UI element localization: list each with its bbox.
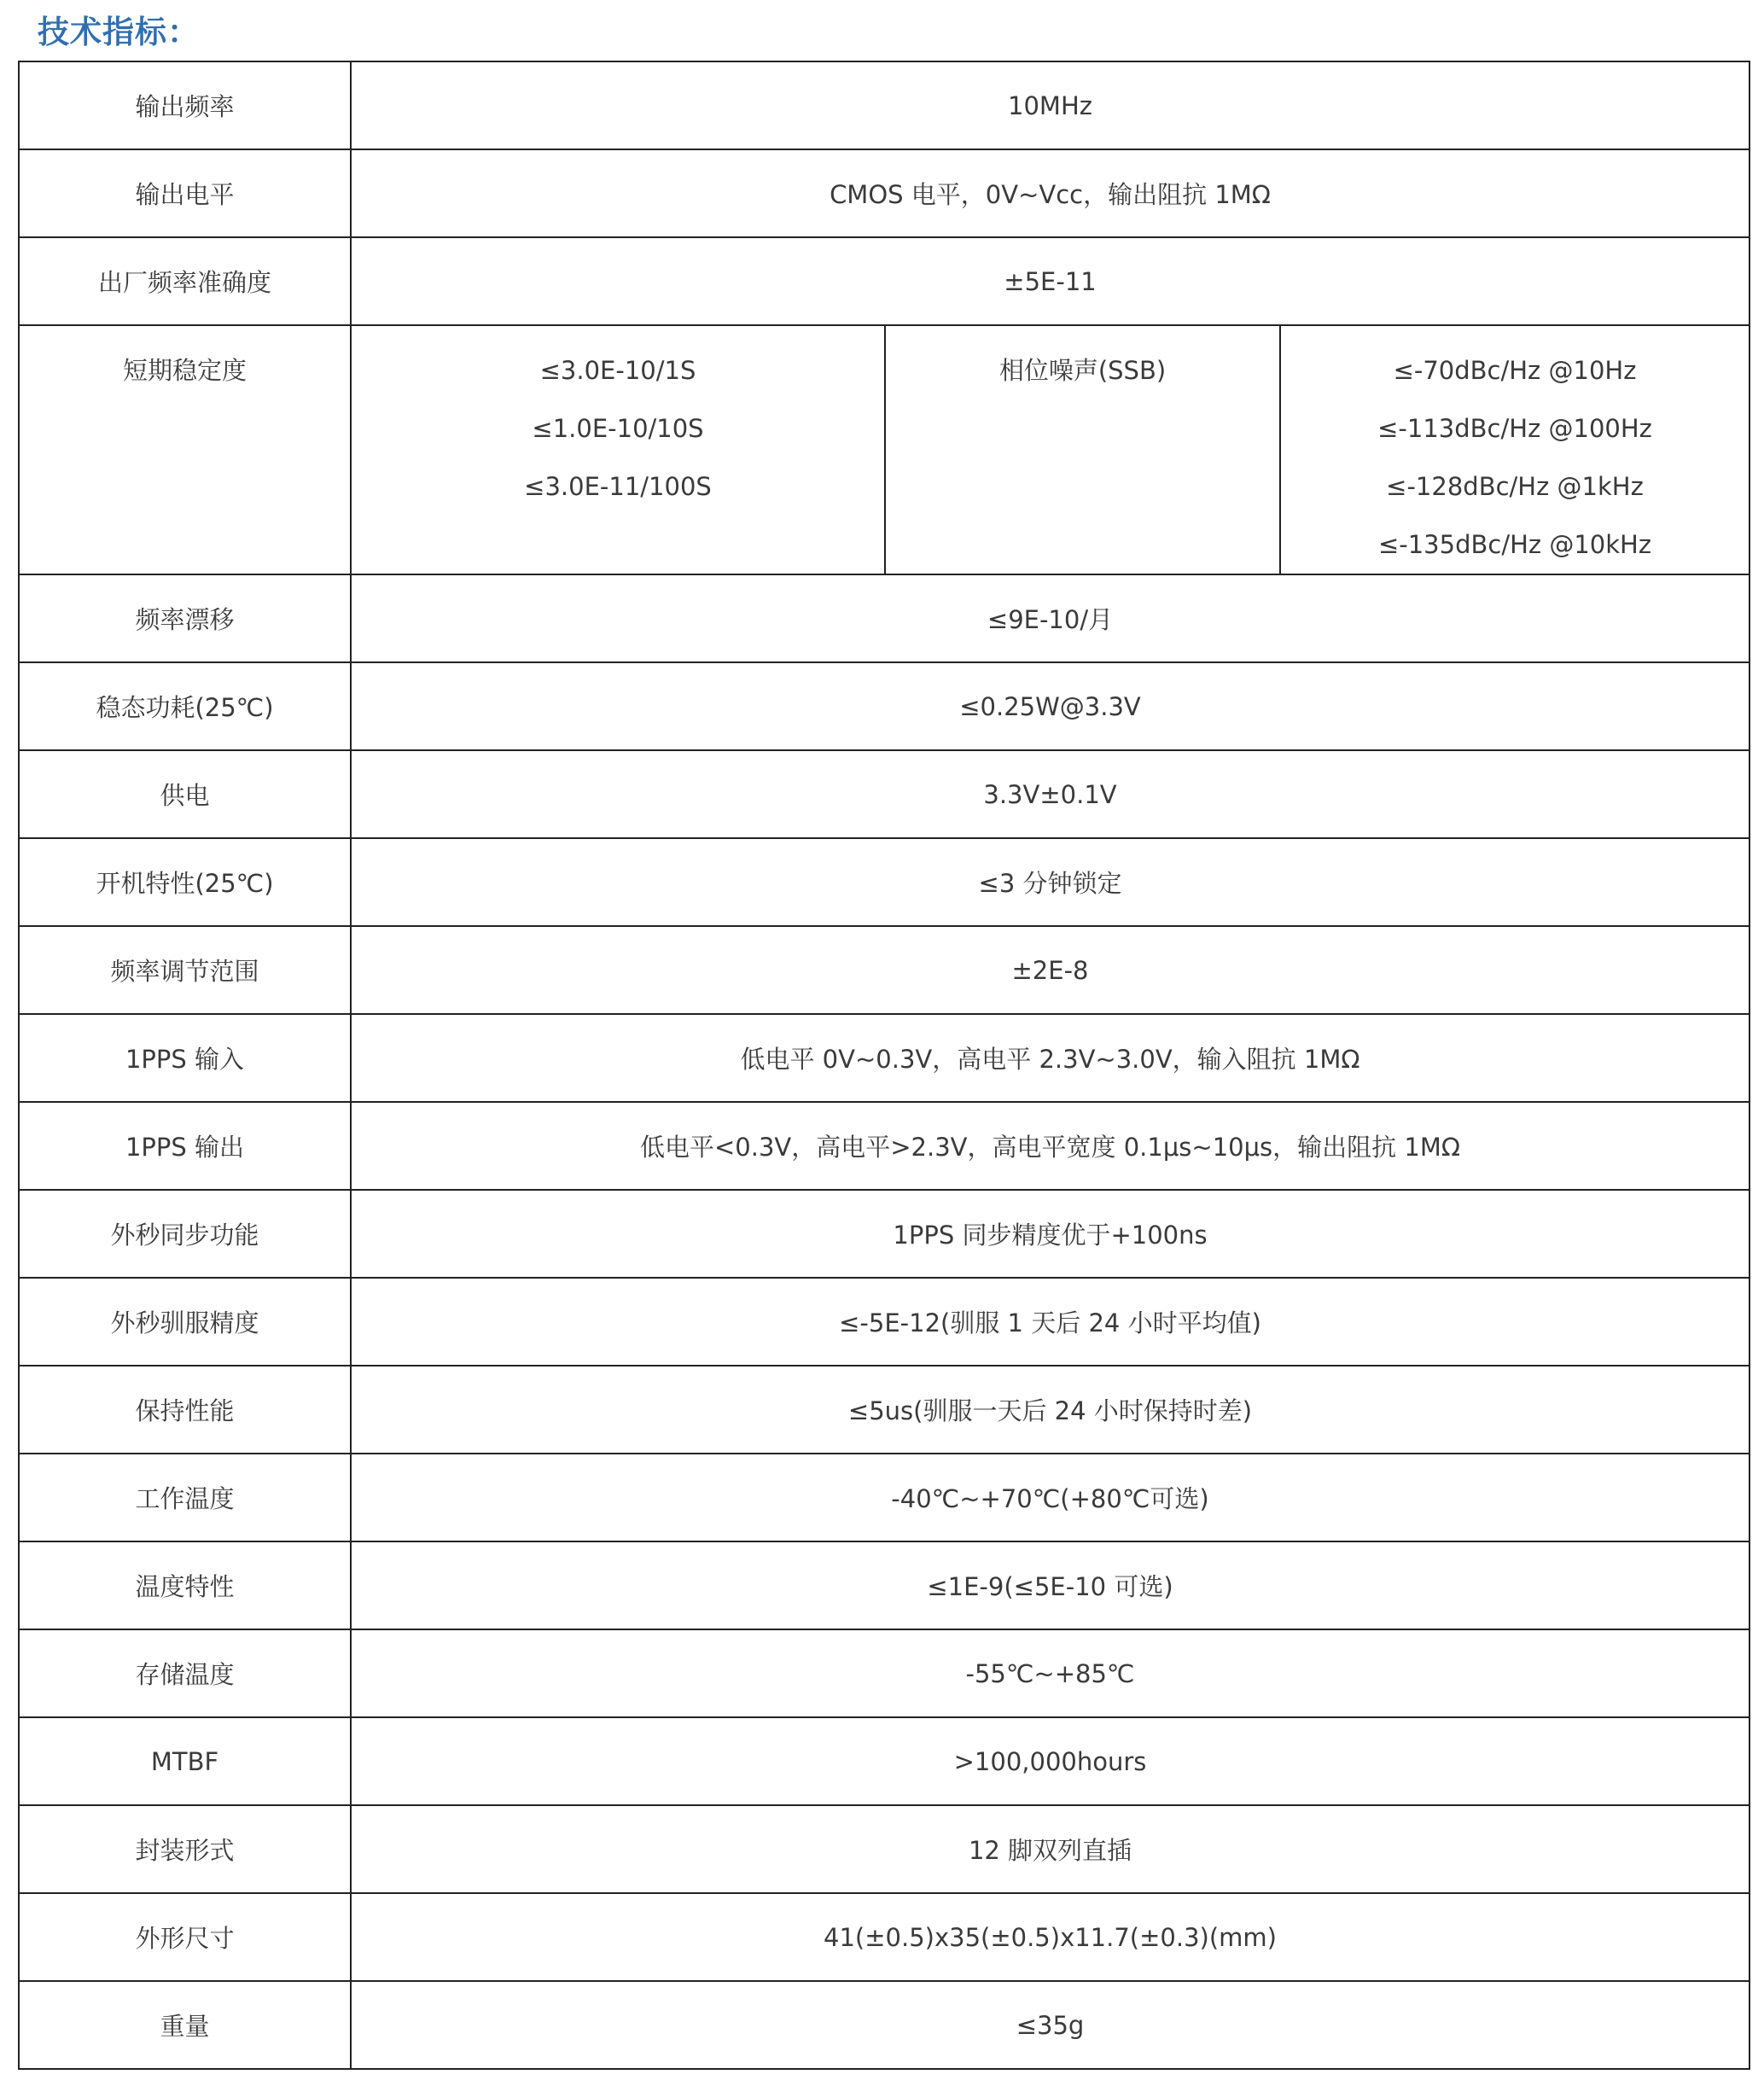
row-label: 开机特性(25℃): [19, 838, 351, 926]
row-value: ±5E-11: [351, 237, 1749, 325]
row-value: ≤9E-10/月: [351, 574, 1749, 662]
row-value: CMOS 电平，0V~Vcc，输出阻抗 1MΩ: [351, 149, 1749, 237]
phase-noise-value: ≤-135dBc/Hz @10kHz: [1377, 530, 1652, 559]
table-row: [19, 1190, 1749, 1278]
row-value: ≤5us(驯服一天后 24 小时保持时差): [351, 1366, 1749, 1454]
table-row-short-term-stability: [19, 325, 1749, 574]
row-label: 供电: [19, 750, 351, 838]
table-row: [19, 574, 1749, 662]
table-row: [19, 1541, 1749, 1629]
row-value: ≤0.25W@3.3V: [351, 662, 1749, 750]
table-row: [19, 1629, 1749, 1717]
row-value: 低电平 0V~0.3V，高电平 2.3V~3.0V，输入阻抗 1MΩ: [351, 1014, 1749, 1102]
table-row: [19, 61, 1749, 149]
row-value: >100,000hours: [351, 1717, 1749, 1805]
row-label: 外形尺寸: [19, 1893, 351, 1981]
table-row: [19, 237, 1749, 325]
short-term-label: 短期稳定度: [122, 356, 247, 385]
table-row: [19, 1805, 1749, 1893]
row-value: 10MHz: [351, 61, 1749, 149]
table-row: [19, 1893, 1749, 1981]
table-row: [19, 1014, 1749, 1102]
table-row: [19, 926, 1749, 1014]
phase-noise-value: ≤-128dBc/Hz @1kHz: [1386, 472, 1644, 501]
row-label: 重量: [19, 1981, 351, 2069]
table-row: [19, 1102, 1749, 1190]
spec-table: [18, 61, 1750, 2070]
row-value: 1PPS 同步精度优于+100ns: [351, 1190, 1749, 1278]
table-row: [19, 1454, 1749, 1541]
row-label: 稳态功耗(25℃): [19, 662, 351, 750]
section-heading: 技术指标：: [38, 14, 200, 50]
row-label: 频率漂移: [19, 574, 351, 662]
table-row: [19, 1981, 1749, 2069]
row-label: 外秒驯服精度: [19, 1278, 351, 1366]
table-row: [19, 1366, 1749, 1454]
row-label: 保持性能: [19, 1366, 351, 1454]
table-row: [19, 149, 1749, 237]
phase-noise-value: ≤-70dBc/Hz @10Hz: [1393, 356, 1637, 385]
phase-noise-value: ≤-113dBc/Hz @100Hz: [1377, 414, 1652, 443]
row-value: 低电平<0.3V，高电平>2.3V，高电平宽度 0.1μs~10μs，输出阻抗 1MΩ: [351, 1102, 1749, 1190]
phase-noise-label: 相位噪声(SSB): [998, 356, 1167, 385]
table-row: [19, 1278, 1749, 1366]
row-label: 输出频率: [19, 61, 351, 149]
row-value: 12 脚双列直插: [351, 1805, 1749, 1893]
allan-value: ≤3.0E-10/1S: [539, 356, 696, 385]
allan-variance-cell: [351, 325, 885, 574]
row-label: 频率调节范围: [19, 926, 351, 1014]
row-value: -40℃~+70℃(+80℃可选): [351, 1454, 1749, 1541]
allan-value: ≤1.0E-10/10S: [532, 414, 704, 443]
row-label: 1PPS 输入: [19, 1014, 351, 1102]
row-value: 41(±0.5)x35(±0.5)x11.7(±0.3)(mm): [351, 1893, 1749, 1981]
row-label: [19, 325, 351, 574]
row-value: ≤3 分钟锁定: [351, 838, 1749, 926]
row-label: 输出电平: [19, 149, 351, 237]
row-value: 3.3V±0.1V: [351, 750, 1749, 838]
allan-value: ≤3.0E-11/100S: [524, 472, 712, 501]
row-value: ≤1E-9(≤5E-10 可选): [351, 1541, 1749, 1629]
row-value: ±2E-8: [351, 926, 1749, 1014]
table-row: [19, 838, 1749, 926]
row-label: 工作温度: [19, 1454, 351, 1541]
table-row: [19, 750, 1749, 838]
row-label: MTBF: [19, 1717, 351, 1805]
row-label: 封装形式: [19, 1805, 351, 1893]
row-value: ≤-5E-12(驯服 1 天后 24 小时平均值): [351, 1278, 1749, 1366]
row-label: 出厂频率准确度: [19, 237, 351, 325]
row-label: 外秒同步功能: [19, 1190, 351, 1278]
row-value: ≤35g: [351, 1981, 1749, 2069]
row-label: 1PPS 输出: [19, 1102, 351, 1190]
phase-noise-label-cell: [885, 325, 1280, 574]
row-value: -55℃~+85℃: [351, 1629, 1749, 1717]
row-label: 存储温度: [19, 1629, 351, 1717]
row-label: 温度特性: [19, 1541, 351, 1629]
phase-noise-values-cell: [1280, 325, 1749, 574]
table-row: [19, 1717, 1749, 1805]
table-row: [19, 662, 1749, 750]
